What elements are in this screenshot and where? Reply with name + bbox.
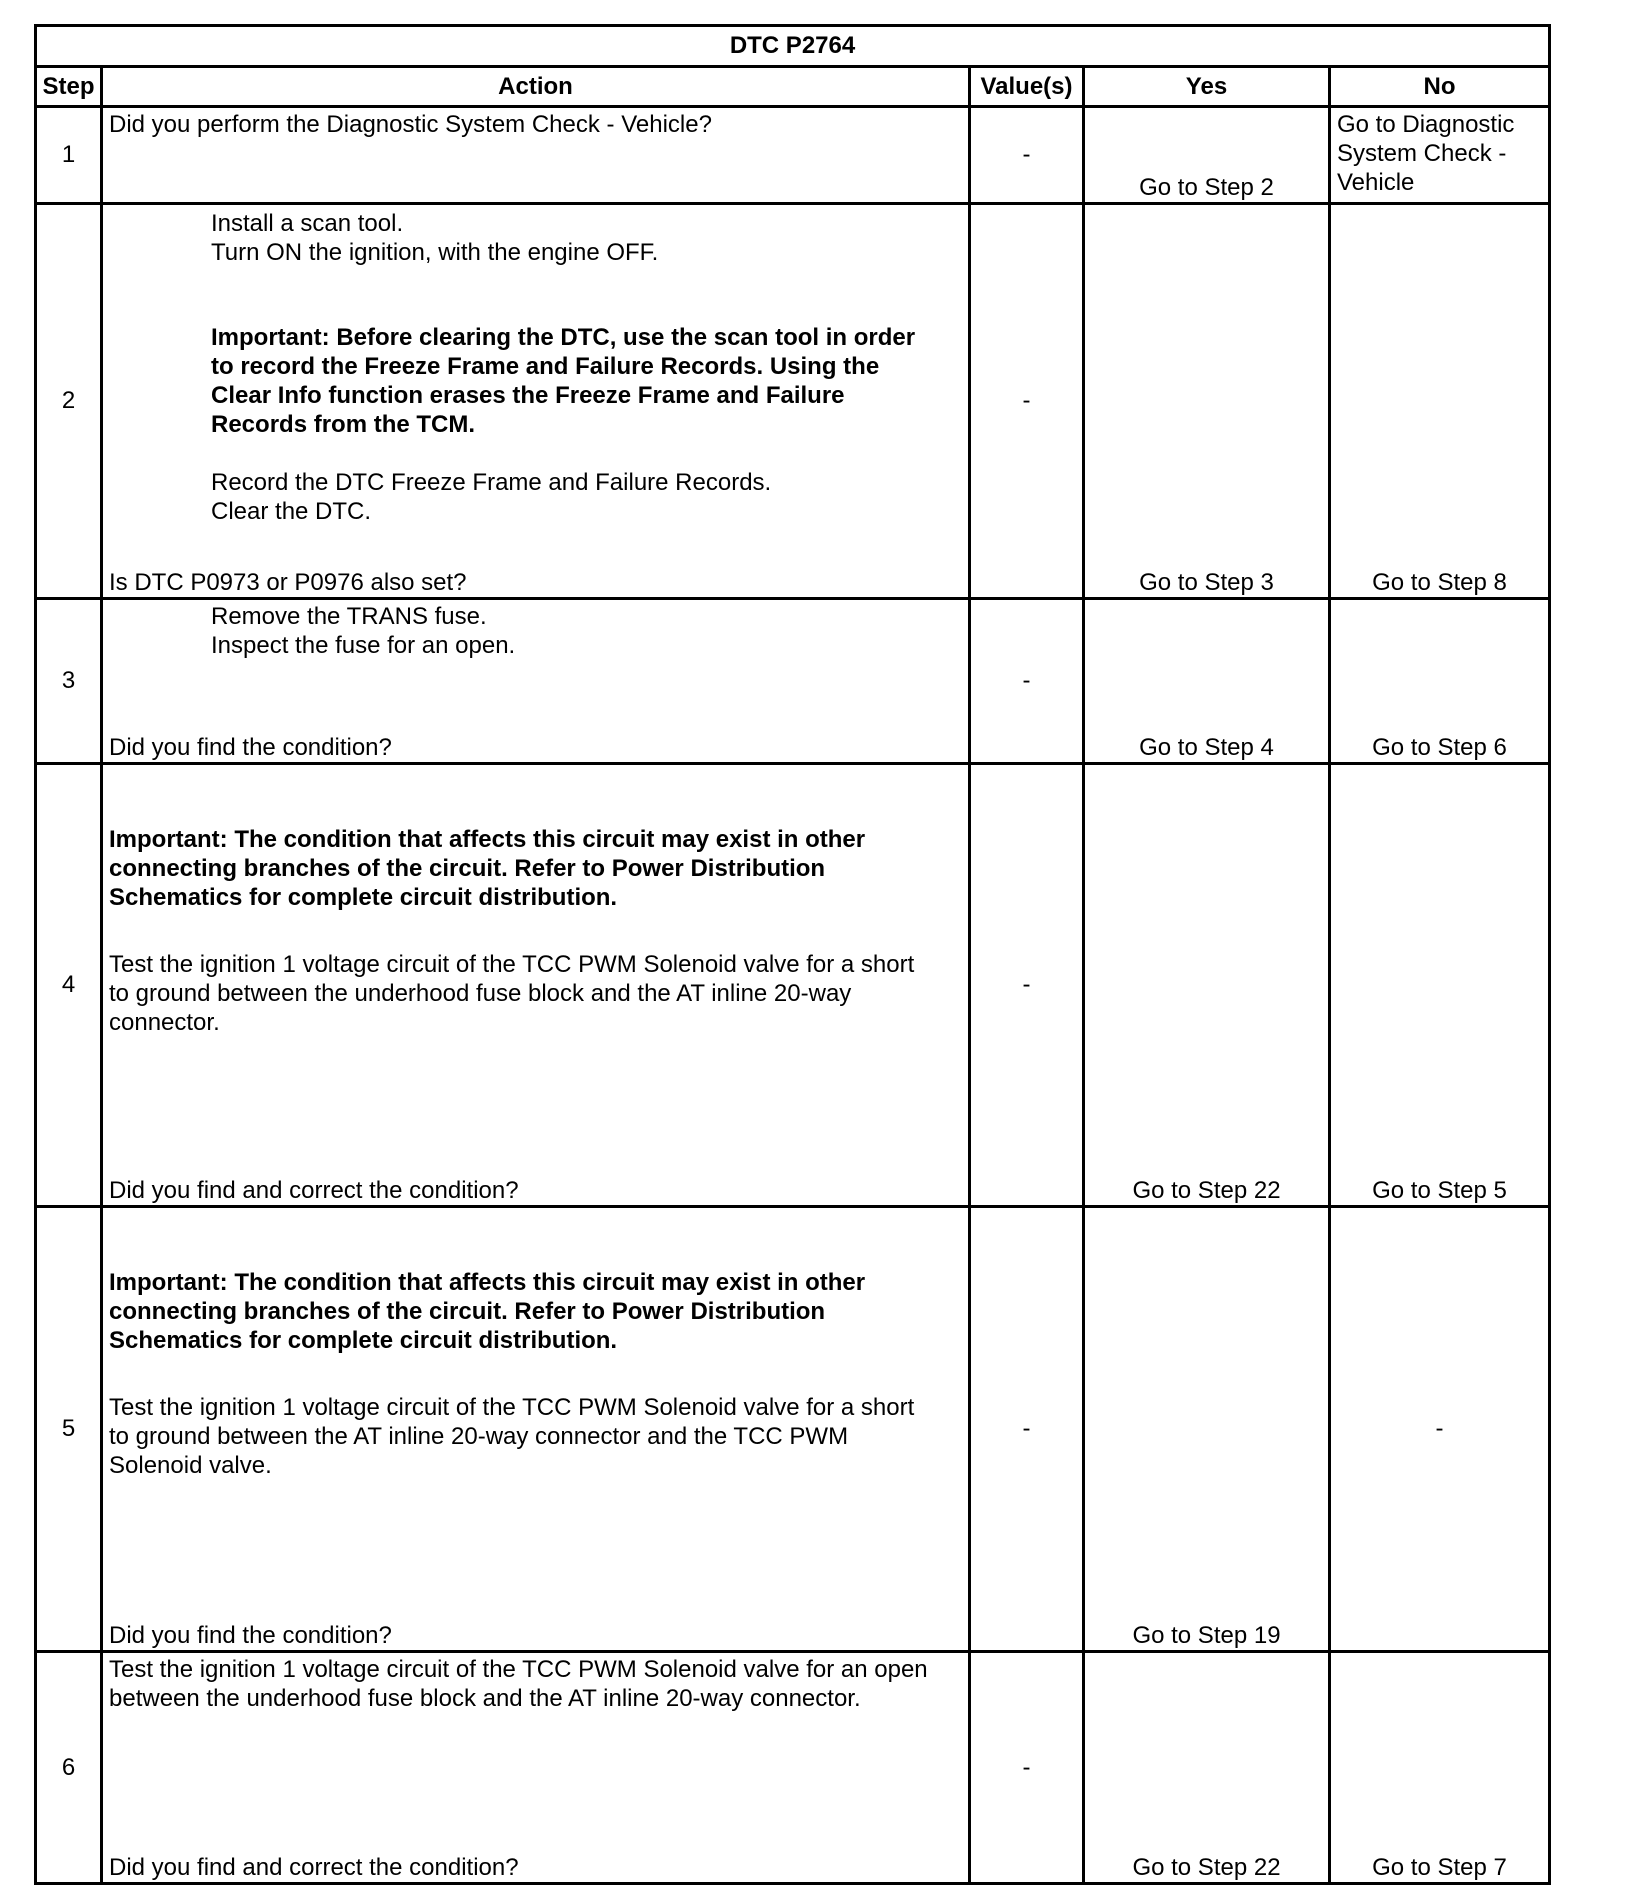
action-cell [102, 107, 970, 204]
no-cell [1330, 599, 1550, 764]
yes-cell [1084, 107, 1330, 204]
header-row [36, 67, 1550, 107]
table-row [36, 204, 1550, 599]
step-number: 5 [36, 1207, 102, 1652]
important-note: connecting branches of the circuit. Refer to Power Distribution [109, 1298, 826, 1325]
action-question: Did you find the condition? [109, 1622, 392, 1649]
no-cell [1330, 107, 1550, 204]
no-goto: Go to Step 6 [1372, 734, 1507, 761]
important-note: Important: The condition that affects this circuit may exist in other [109, 826, 866, 853]
action-text: Test the ignition 1 voltage circuit of the TCC PWM Solenoid valve for an open [109, 1656, 928, 1683]
table-title-row [36, 26, 1550, 67]
action-text: Remove the TRANS fuse. [211, 603, 487, 630]
yes-goto: Go to Step 2 [1139, 174, 1274, 201]
value-cell: - [970, 599, 1084, 764]
important-note: Important: Before clearing the DTC, use the scan tool in order [211, 324, 916, 351]
no-cell [1330, 1652, 1550, 1884]
yes-goto: Go to Step 4 [1139, 734, 1274, 761]
action-cell [102, 1652, 970, 1884]
no-cell [1330, 204, 1550, 599]
important-note: to record the Freeze Frame and Failure Records. Using the [211, 353, 880, 380]
step-number: 2 [36, 204, 102, 599]
action-text: between the underhood fuse block and the AT inline 20-way connector. [109, 1685, 861, 1712]
action-question: Is DTC P0973 or P0976 also set? [109, 569, 467, 596]
action-text: Solenoid valve. [109, 1452, 272, 1479]
header-action: Action [102, 67, 970, 107]
yes-cell [1084, 764, 1330, 1207]
no-goto: Go to Step 8 [1372, 569, 1507, 596]
important-note: connecting branches of the circuit. Refer to Power Distribution [109, 855, 826, 882]
action-question: Did you find the condition? [109, 734, 392, 761]
important-note: Clear Info function erases the Freeze Frame and Failure [211, 382, 845, 409]
action-text: Did you perform the Diagnostic System Check - Vehicle? [109, 111, 712, 138]
action-cell [102, 1207, 970, 1652]
action-cell [102, 204, 970, 599]
action-text: Record the DTC Freeze Frame and Failure Records. [211, 469, 772, 496]
table-row [36, 1207, 1550, 1652]
action-text: to ground between the AT inline 20-way connector and the TCC PWM [109, 1423, 849, 1450]
action-question: Did you find and correct the condition? [109, 1177, 519, 1204]
important-note: Records from the TCM. [211, 411, 476, 438]
yes-goto: Go to Step 22 [1132, 1177, 1281, 1204]
step-number: 3 [36, 599, 102, 764]
step-number: 4 [36, 764, 102, 1207]
no-goto: - [1435, 1415, 1444, 1442]
table-row [36, 764, 1550, 1207]
header-yes: Yes [1084, 67, 1330, 107]
action-text: Install a scan tool. [211, 210, 404, 237]
action-text: to ground between the underhood fuse block and the AT inline 20-way [109, 980, 852, 1007]
value-cell: - [970, 1207, 1084, 1652]
no-goto-line-3: Vehicle [1337, 169, 1415, 196]
action-text: Inspect the fuse for an open. [211, 632, 516, 659]
yes-cell [1084, 1652, 1330, 1884]
table-row [36, 599, 1550, 764]
header-no: No [1330, 67, 1550, 107]
no-goto: Go to Step 5 [1372, 1177, 1507, 1204]
yes-cell [1084, 204, 1330, 599]
action-cell [102, 764, 970, 1207]
no-goto-line-1: Go to Diagnostic [1337, 111, 1515, 138]
yes-goto: Go to Step 3 [1139, 569, 1274, 596]
header-values: Value(s) [970, 67, 1084, 107]
no-goto-line-2: System Check - [1337, 140, 1507, 167]
yes-cell [1084, 599, 1330, 764]
action-text: connector. [109, 1009, 220, 1036]
table-title: DTC P2764 [36, 26, 1550, 67]
important-note: Schematics for complete circuit distribution. [109, 884, 618, 911]
important-note: Important: The condition that affects this circuit may exist in other [109, 1269, 866, 1296]
no-cell [1330, 1207, 1550, 1652]
important-note: Schematics for complete circuit distribution. [109, 1327, 618, 1354]
yes-goto: Go to Step 22 [1132, 1854, 1281, 1881]
action-text: Turn ON the ignition, with the engine OFF. [211, 239, 659, 266]
value-cell: - [970, 764, 1084, 1207]
value-cell: - [970, 204, 1084, 599]
action-text: Test the ignition 1 voltage circuit of the TCC PWM Solenoid valve for a short [109, 951, 915, 978]
yes-goto: Go to Step 19 [1132, 1622, 1281, 1649]
value-cell: - [970, 107, 1084, 204]
table-row [36, 107, 1550, 204]
header-step: Step [36, 67, 102, 107]
action-question: Did you find and correct the condition? [109, 1854, 519, 1881]
table-row [36, 1652, 1550, 1884]
action-cell [102, 599, 970, 764]
step-number: 6 [36, 1652, 102, 1884]
action-text: Clear the DTC. [211, 498, 372, 525]
value-cell: - [970, 1652, 1084, 1884]
action-text: Test the ignition 1 voltage circuit of the TCC PWM Solenoid valve for a short [109, 1394, 915, 1421]
no-cell [1330, 764, 1550, 1207]
yes-cell [1084, 1207, 1330, 1652]
no-goto: Go to Step 7 [1372, 1854, 1507, 1881]
step-number: 1 [36, 107, 102, 204]
dtc-table [34, 24, 1551, 1885]
